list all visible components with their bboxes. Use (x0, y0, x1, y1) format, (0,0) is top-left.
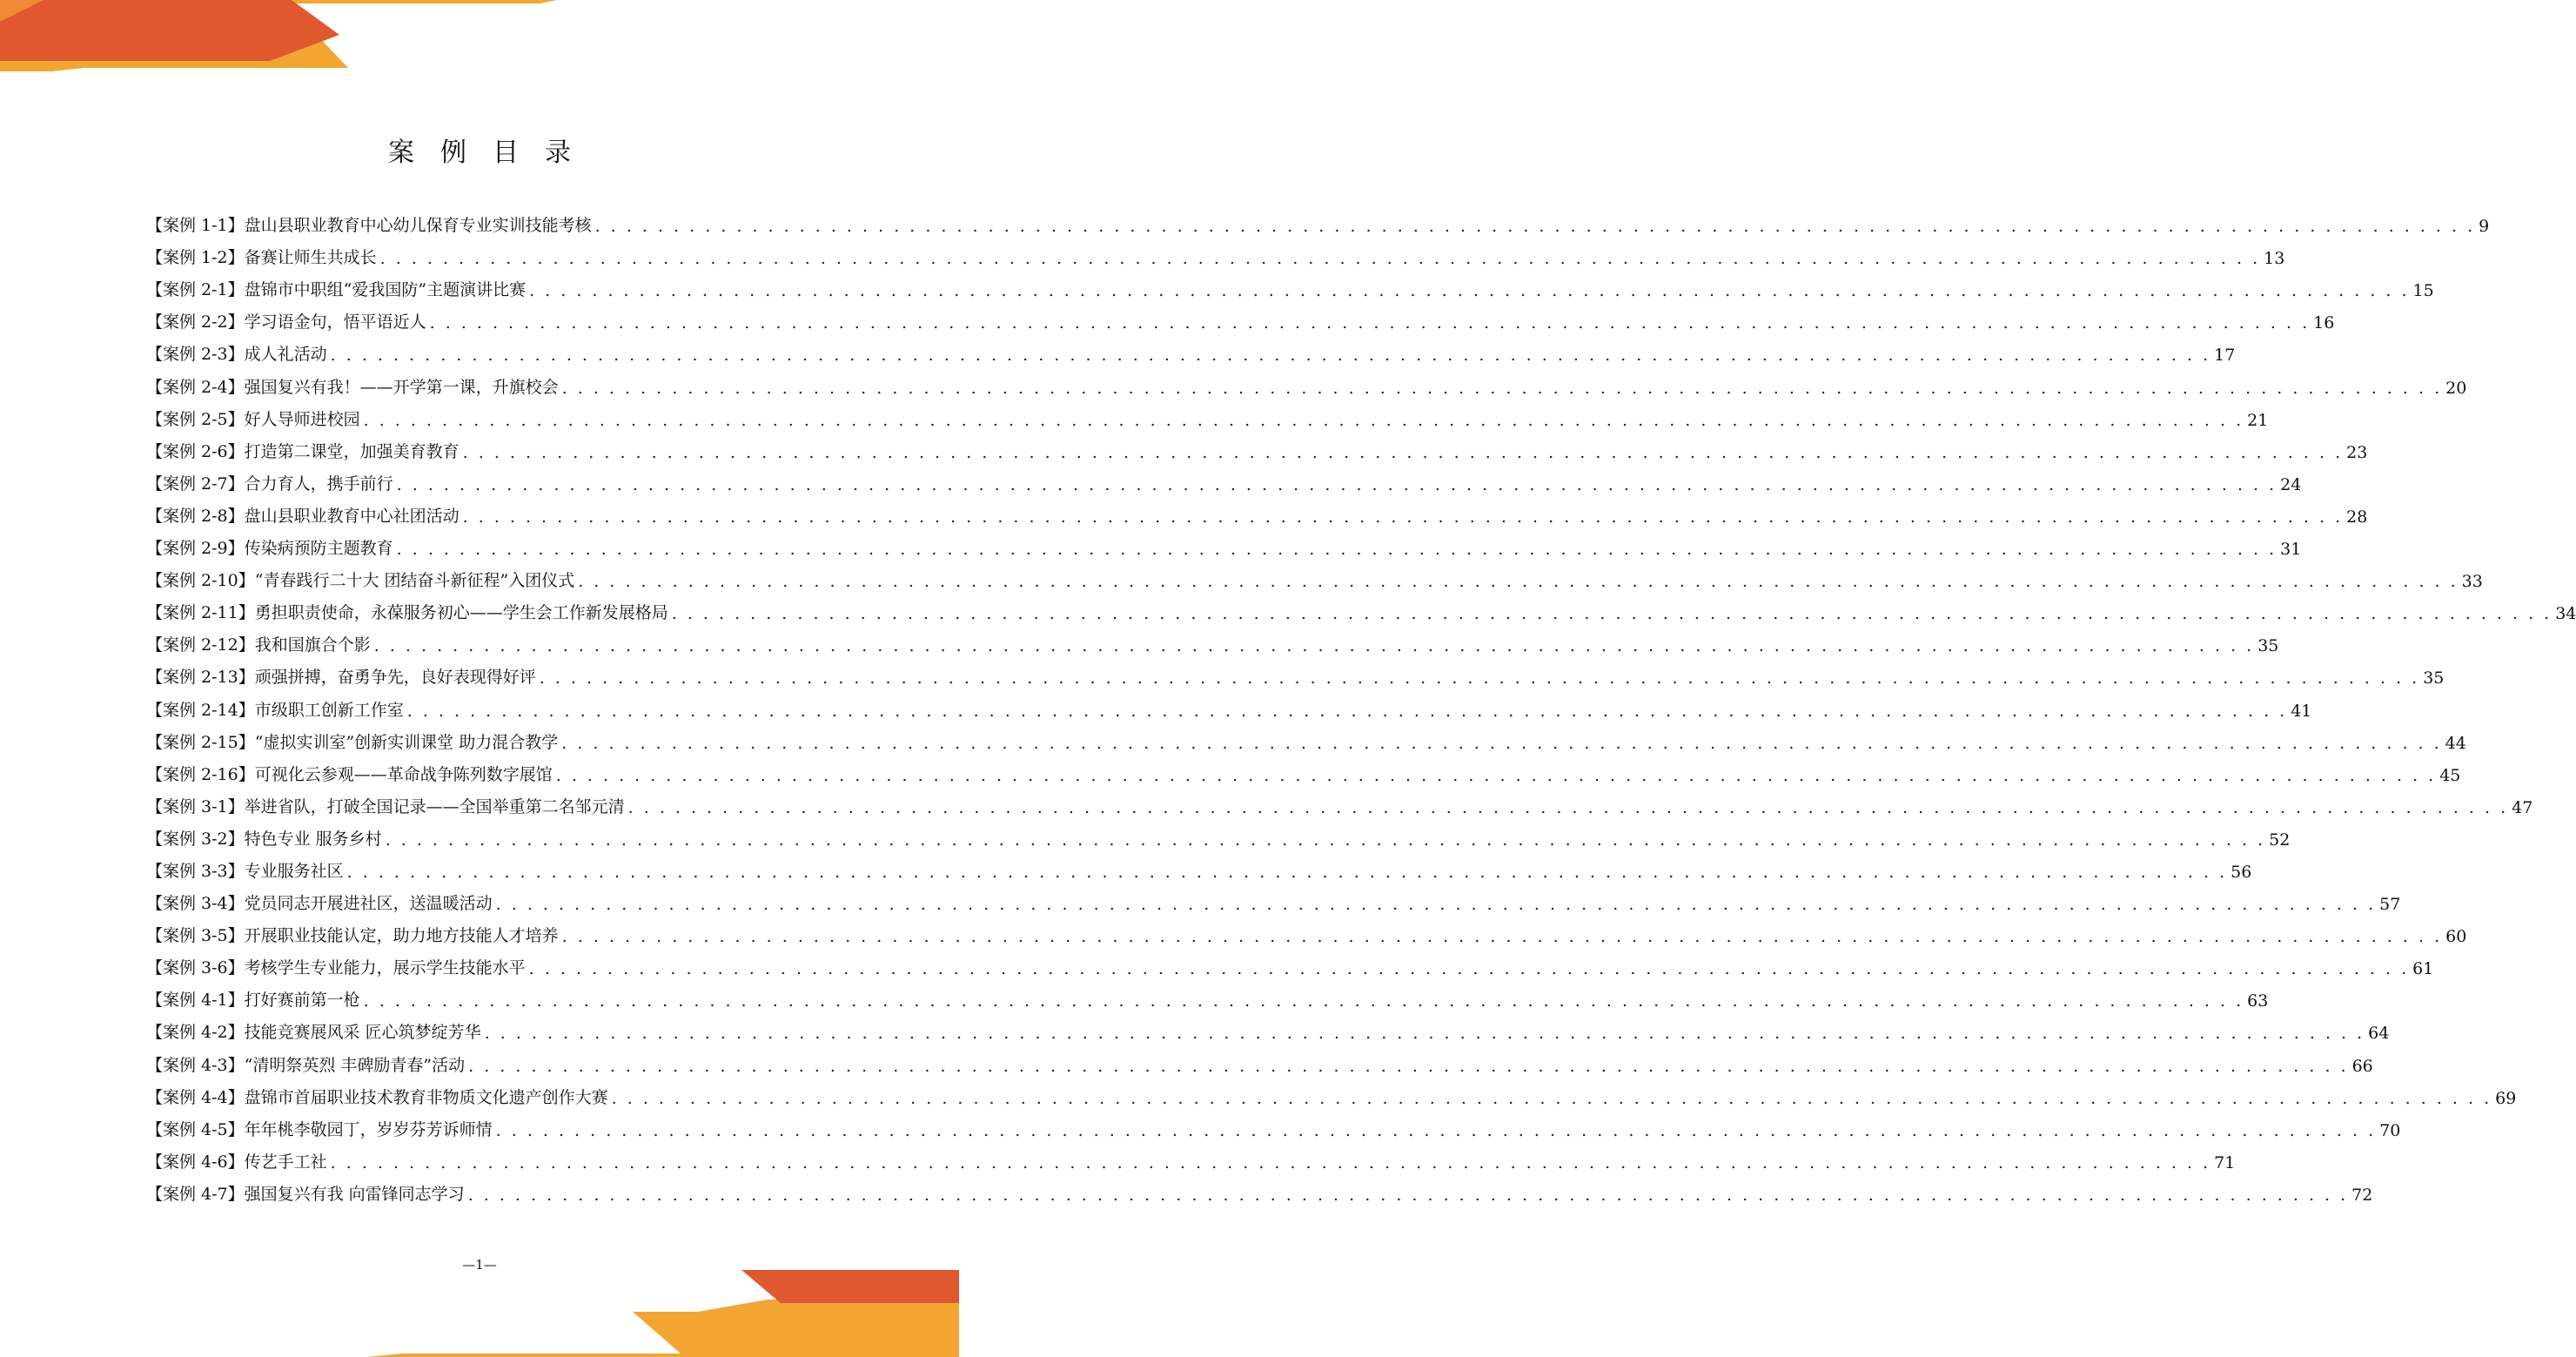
toc-entry-title (146, 1149, 327, 1172)
toc-entry[interactable] (146, 494, 2368, 527)
toc-entry-text: 特色专业 服务乡村 (244, 829, 382, 849)
toc-leader-dots: . . . . . . . . . . . . . . . . . . . . . . . . . . . . . . . . . . . . . . . . . . . . . . . . . . . . . . . . . . . . . . . . . . . . . . . . . . . . . . . . . . . . . . . . . . . . . . . . . . . . . . . . . . . . . . . . . . . . . . . . (561, 927, 2443, 947)
toc-entry[interactable] (146, 1140, 2236, 1172)
toc-entry-label: 【案例 4-2】 (146, 1023, 245, 1043)
toc-entry-text: 传染病预防主题教育 (244, 539, 393, 559)
toc-leader-dots: . . . . . . . . . . . . . . . . . . . . . . . . . . . . . . . . . . . . . . . . . . . . . . . . . . . . . . . . . . . . . . . . . . . . . . . . . . . . . . . . . . . . . . . . . . . . . . . . . . . . . . . . . . . . . . . . . . . . . . . . (429, 313, 2311, 333)
toc-entry-text: 传艺手工社 (244, 1152, 327, 1172)
toc-entry-label: 【案例 2-12】 (146, 635, 255, 655)
toc-entry-page: 28 (2346, 507, 2368, 527)
toc-leader-dots: . . . . . . . . . . . . . . . . . . . . . . . . . . . . . . . . . . . . . . . . . . . . . . . . . . . . . . . . . . . . . . . . . . . . . . . . . . . . . . . . . . . . . . . . . . . . . . . . . . . . . . . . . . . . . . . . . . . . . . . . (467, 1185, 2349, 1205)
toc-entry-page: 13 (2264, 249, 2285, 269)
toc-entry-page: 56 (2231, 862, 2252, 882)
toc-entry-page: 72 (2351, 1185, 2373, 1205)
toc-entry-text: 打造第二课堂，加强美育教育 (244, 441, 460, 461)
toc-entry-title (146, 697, 404, 721)
toc-entry-text: 举进省队，打破全国记录——全国举重第二名邹元清 (244, 796, 625, 816)
toc-entry-page: 20 (2445, 378, 2467, 398)
toc-entry-label: 【案例 4-3】 (146, 1055, 245, 1075)
toc-entry-label: 【案例 4-4】 (146, 1087, 245, 1107)
toc-entry[interactable] (146, 688, 2312, 721)
toc-entry-text: 党员同志开展进社区，送温暖活动 (244, 894, 493, 914)
toc-entry-label: 【案例 4-6】 (146, 1152, 245, 1172)
toc-leader-dots: . . . . . . . . . . . . . . . . . . . . . . . . . . . . . . . . . . . . . . . . . . . . . . . . . . . . . . . . . . . . . . . . . . . . . . . . . . . . . . . . . . . . . . . . . . . . . . . . . . . . . . . . . . . . . . . . . . . . . . . . (627, 797, 2509, 817)
toc-entry[interactable] (146, 236, 2285, 269)
toc-entry-title (146, 439, 460, 462)
toc-leader-dots: . . . . . . . . . . . . . . . . . . . . . . . . . . . . . . . . . . . . . . . . . . . . . . . . . . . . . . . . . . . . . . . . . . . . . . . . . . . . . . . . . . . . . . . . . . . . . . . . . . . . . . . . . . . . . . . . . . . . . . . . (406, 701, 2288, 721)
toc-entry-page: 71 (2214, 1152, 2236, 1172)
toc-entry-text: 成人礼活动 (244, 345, 327, 365)
toc-entry[interactable] (146, 785, 2533, 817)
toc-entry-page: 17 (2214, 346, 2236, 366)
toc-entry-label: 【案例 3-3】 (146, 861, 245, 881)
toc-entry-text: 强国复兴有我！——开学第一课，升旗校会 (244, 377, 559, 397)
toc-entry-text: 好人导师进校园 (244, 409, 360, 429)
toc-leader-dots: . . . . . . . . . . . . . . . . . . . . . . . . . . . . . . . . . . . . . . . . . . . . . . . . . . . . . . . . . . . . . . . . . . . . . . . . . . . . . . . . . . . . . . . . . . . . . . . . . . . . . . . . . . . . . . . . . . . . . . . . (396, 540, 2277, 560)
toc-entry-label: 【案例 3-2】 (146, 829, 245, 849)
toc-entry-page: 47 (2512, 797, 2533, 817)
toc-entry-title (146, 890, 493, 914)
toc-leader-dots: . . . . . . . . . . . . . . . . . . . . . . . . . . . . . . . . . . . . . . . . . . . . . . . . . . . . . . . . . . . . . . . . . . . . . . . . . . . . . . . . . . . . . . . . . . . . . . . . . . . . . . . . . . . . . . . . . . . . . . . . (346, 862, 2228, 882)
toc-leader-dots: . . . . . . . . . . . . . . . . . . . . . . . . . . . . . . . . . . . . . . . . . . . . . . . . . . . . . . . . . . . . . . . . . . . . . . . . . . . . . . . . . . . . . . . . . . . . . . . . . . . . . . . . . . . . . . . . . . . . . . . . (528, 959, 2410, 979)
toc-entry-text: 备赛让师生共成长 (244, 248, 377, 268)
toc-entry-text: 开展职业技能认定，助力地方技能人才培养 (244, 926, 559, 946)
toc-leader-dots: . . . . . . . . . . . . . . . . . . . . . . . . . . . . . . . . . . . . . . . . . . . . . . . . . . . . . . . . . . . . . . . . . . . . . . . . . . . . . . . . . . . . . . . . . . . . . . . . . . . . . . . . . . . . . . . . . . . . . . . . (330, 1152, 2211, 1172)
toc-entry[interactable] (146, 1108, 2401, 1140)
toc-leader-dots: . . . . . . . . . . . . . . . . . . . . . . . . . . . . . . . . . . . . . . . . . . . . . . . . . . . . . . . . . . . . . . . . . . . . . . . . . . . . . . . . . . . . . . . . . . . . . . . . . . . . . . . . . . . . . . . . . . . . . . . . (561, 378, 2443, 398)
toc-entry-title (146, 471, 393, 494)
toc-entry-title (146, 1117, 493, 1140)
toc-entry-page: 41 (2291, 701, 2312, 721)
toc-entry[interactable] (146, 527, 2302, 560)
toc-entry-page: 45 (2439, 765, 2461, 785)
toc-entry-page: 52 (2269, 830, 2291, 850)
toc-entry[interactable] (146, 1011, 2390, 1044)
toc-leader-dots: . . . . . . . . . . . . . . . . . . . . . . . . . . . . . . . . . . . . . . . . . . . . . . . . . . . . . . . . . . . . . . . . . . . . . . . . . . . . . . . . . . . . . . . . . . . . . . . . . . . . . . . . . . . . . . . . . . . . . . . . (484, 1024, 2365, 1044)
toc-entry-label: 【案例 1-2】 (146, 248, 245, 268)
toc-entry-page: 23 (2346, 442, 2368, 462)
toc-entry-page: 9 (2479, 217, 2490, 237)
toc-entry-text: 我和国旗合个影 (254, 635, 371, 655)
toc-entry-page: 34 (2555, 604, 2576, 624)
toc-leader-dots: . . . . . . . . . . . . . . . . . . . . . . . . . . . . . . . . . . . . . . . . . . . . . . . . . . . . . . . . . . . . . . . . . . . . . . . . . . . . . . . . . . . . . . . . . . . . . . . . . . . . . . . . . . . . . . . . . . . . . . . . (578, 572, 2459, 592)
toc-leader-dots: . . . . . . . . . . . . . . . . . . . . . . . . . . . . . . . . . . . . . . . . . . . . . . . . . . . . . . . . . . . . . . . . . . . . . . . . . . . . . . . . . . . . . . . . . . . . . . . . . . . . . . . . . . . . . . . . . . . . . . . . (594, 217, 2476, 237)
toc-entry[interactable] (146, 1076, 2517, 1108)
toc-entry-label: 【案例 2-6】 (146, 441, 245, 461)
toc-entry-title (146, 729, 558, 753)
toc-leader-dots: . . . . . . . . . . . . . . . . . . . . . . . . . . . . . . . . . . . . . . . . . . . . . . . . . . . . . . . . . . . . . . . . . . . . . . . . . . . . . . . . . . . . . . . . . . . . . . . . . . . . . . . . . . . . . . . . . . . . . . . . (462, 442, 2344, 462)
toc-leader-dots: . . . . . . . . . . . . . . . . . . . . . . . . . . . . . . . . . . . . . . . . . . . . . . . . . . . . . . . . . . . . . . . . . . . . . . . . . . . . . . . . . . . . . . . . . . . . . . . . . . . . . . . . . . . . . . . . . . . . . . . . (373, 636, 2255, 656)
toc-leader-dots: . . . . . . . . . . . . . . . . . . . . . . . . . . . . . . . . . . . . . . . . . . . . . . . . . . . . . . . . . . . . . . . . . . . . . . . . . . . . . . . . . . . . . . . . . . . . . . . . . . . . . . . . . . . . . . . . . . . . . . . . (385, 830, 2266, 850)
toc-entry-title (146, 632, 371, 655)
toc-entry[interactable] (146, 204, 2490, 237)
toc-entry[interactable] (146, 623, 2279, 656)
toc-entry-page: 44 (2445, 733, 2466, 753)
toc-entry[interactable] (146, 978, 2269, 1011)
toc-entry-text: 专业服务社区 (244, 861, 344, 881)
toc-entry[interactable] (146, 591, 2576, 624)
toc-leader-dots: . . . . . . . . . . . . . . . . . . . . . . . . . . . . . . . . . . . . . . . . . . . . . . . . . . . . . . . . . . . . . . . . . . . . . . . . . . . . . . . . . . . . . . . . . . . . . . . . . . . . . . . . . . . . . . . . . . . . . . . . (363, 991, 2244, 1011)
toc-entry[interactable] (146, 559, 2483, 592)
toc-entry-label: 【案例 2-14】 (146, 700, 255, 720)
toc-entry[interactable] (146, 268, 2434, 301)
toc-entry-text: 勇担职责使命，永葆服务初心——学生会工作新发展格局 (254, 603, 668, 623)
toc-entry[interactable] (146, 655, 2445, 689)
toc-entry[interactable] (146, 882, 2401, 915)
toc-entry-page: 69 (2495, 1088, 2517, 1108)
toc-entry[interactable] (146, 333, 2236, 366)
toc-entry-page: 21 (2247, 410, 2269, 430)
toc-leader-dots: . . . . . . . . . . . . . . . . . . . . . . . . . . . . . . . . . . . . . . . . . . . . . . . . . . . . . . . . . . . . . . . . . . . . . . . . . . . . . . . . . . . . . . . . . . . . . . . . . . . . . . . . . . . . . . . . . . . . . . . . (468, 1056, 2349, 1076)
toc-leader-dots: . . . . . . . . . . . . . . . . . . . . . . . . . . . . . . . . . . . . . . . . . . . . . . . . . . . . . . . . . . . . . . . . . . . . . . . . . . . . . . . . . . . . . . . . . . . . . . . . . . . . . . . . . . . . . . . . . . . . . . . . (396, 474, 2277, 494)
toc-entry-page: 61 (2412, 959, 2434, 979)
toc-entry-title (146, 762, 553, 785)
toc-entry-title (146, 309, 426, 333)
toc-entry-title (146, 245, 377, 268)
toc-leader-dots: . . . . . . . . . . . . . . . . . . . . . . . . . . . . . . . . . . . . . . . . . . . . . . . . . . . . . . . . . . . . . . . . . . . . . . . . . . . . . . . . . . . . . . . . . . . . . . . . . . . . . . . . . . . . . . . . . . . . . . . . (529, 281, 2410, 301)
toc-leader-dots: . . . . . . . . . . . . . . . . . . . . . . . . . . . . . . . . . . . . . . . . . . . . . . . . . . . . . . . . . . . . . . . . . . . . . . . . . . . . . . . . . . . . . . . . . . . . . . . . . . . . . . . . . . . . . . . . . . . . . . . . (363, 410, 2244, 430)
toc-entry-page: 60 (2445, 927, 2467, 947)
toc-leader-dots: . . . . . . . . . . . . . . . . . . . . . . . . . . . . . . . . . . . . . . . . . . . . . . . . . . . . . . . . . . . . . . . . . . . . . . . . . . . . . . . . . . . . . . . . . . . . . . . . . . . . . . . . . . . . . . . . . . . . . . . . (611, 1088, 2492, 1108)
toc-entry-page: 66 (2351, 1056, 2373, 1076)
toc-entry-title (146, 1019, 481, 1043)
toc-entry[interactable] (146, 365, 2467, 398)
toc-entry-label: 【案例 4-5】 (146, 1119, 245, 1139)
toc-entry-label: 【案例 4-1】 (146, 991, 245, 1011)
toc-leader-dots: . . . . . . . . . . . . . . . . . . . . . . . . . . . . . . . . . . . . . . . . . . . . . . . . . . . . . . . . . . . . . . . . . . . . . . . . . . . . . . . . . . . . . . . . . . . . . . . . . . . . . . . . . . . . . . . . . . . . . . . . (379, 249, 2261, 269)
toc-entry-text: 年年桃李敬园丁，岁岁芬芳诉师情 (244, 1119, 493, 1139)
toc-entry[interactable] (146, 753, 2461, 785)
toc-entry-text: 盘山县职业教育中心幼儿保育专业实训技能考核 (244, 216, 592, 236)
toc-leader-dots: . . . . . . . . . . . . . . . . . . . . . . . . . . . . . . . . . . . . . . . . . . . . . . . . . . . . . . . . . . . . . . . . . . . . . . . . . . . . . . . . . . . . . . . . . . . . . . . . . . . . . . . . . . . . . . . . . . . . . . . . (330, 346, 2211, 366)
toc-entry-label: 【案例 2-4】 (146, 377, 245, 397)
toc-entry-label: 【案例 2-15】 (146, 732, 255, 752)
toc-entry-title (146, 1181, 465, 1205)
toc-entry[interactable] (146, 914, 2467, 947)
toc-entry-label: 【案例 4-7】 (146, 1184, 245, 1204)
toc-entry-label: 【案例 2-9】 (146, 539, 245, 559)
toc-entry[interactable] (146, 300, 2335, 333)
toc-entry[interactable] (146, 462, 2302, 494)
toc-entry-title (146, 858, 344, 882)
toc-entry-text: 盘锦市首届职业技术教育非物质文化遗产创作大赛 (244, 1087, 608, 1107)
toc-entry-label: 【案例 3-6】 (146, 958, 245, 978)
toc-entry-text: 打好赛前第一枪 (244, 991, 360, 1011)
toc-entry-title (146, 955, 526, 978)
toc-entry-label: 【案例 3-4】 (146, 894, 245, 914)
page-number: —1— (462, 1257, 497, 1273)
page-title: 案例目录 (388, 138, 597, 168)
toc-entry-page: 16 (2313, 313, 2335, 333)
toc-entry-label: 【案例 2-8】 (146, 506, 245, 526)
toc-leader-dots: . . . . . . . . . . . . . . . . . . . . . . . . . . . . . . . . . . . . . . . . . . . . . . . . . . . . . . . . . . . . . . . . . . . . . . . . . . . . . . . . . . . . . . . . . . . . . . . . . . . . . . . . . . . . . . . . . . . . . . . . (495, 1120, 2377, 1140)
toc-entry-page: 35 (2423, 668, 2445, 689)
toc-entry[interactable] (146, 398, 2269, 430)
toc-entry-page: 24 (2280, 474, 2302, 494)
toc-entry-title (146, 987, 360, 1011)
table-of-contents (146, 204, 2576, 1205)
toc-entry-page: 57 (2379, 895, 2401, 915)
toc-entry-title (146, 794, 625, 817)
toc-entry-title (146, 826, 382, 850)
toc-entry-label: 【案例 2-16】 (146, 764, 255, 784)
toc-leader-dots: . . . . . . . . . . . . . . . . . . . . . . . . . . . . . . . . . . . . . . . . . . . . . . . . . . . . . . . . . . . . . . . . . . . . . . . . . . . . . . . . . . . . . . . . . . . . . . . . . . . . . . . . . . . . . . . . . . . . . . . . (495, 895, 2377, 915)
toc-entry-title (146, 374, 559, 398)
toc-entry-text: 顽强拼搏，奋勇争先，良好表现得好评 (254, 668, 536, 688)
toc-leader-dots: . . . . . . . . . . . . . . . . . . . . . . . . . . . . . . . . . . . . . . . . . . . . . . . . . . . . . . . . . . . . . . . . . . . . . . . . . . . . . . . . . . . . . . . . . . . . . . . . . . . . . . . . . . . . . . . . . . . . . . . . (555, 765, 2437, 785)
toc-entry-page: 35 (2257, 636, 2279, 656)
toc-entry-page: 31 (2280, 540, 2302, 560)
toc-entry-label: 【案例 2-10】 (146, 571, 255, 591)
toc-entry-title (146, 568, 574, 591)
toc-entry[interactable] (146, 721, 2466, 753)
toc-entry[interactable] (146, 850, 2252, 882)
toc-entry-text: 盘锦市中职组“爱我国防”主题演讲比赛 (244, 280, 527, 300)
toc-entry-label: 【案例 1-1】 (146, 216, 245, 236)
toc-entry-title (146, 341, 327, 365)
toc-leader-dots: . . . . . . . . . . . . . . . . . . . . . . . . . . . . . . . . . . . . . . . . . . . . . . . . . . . . . . . . . . . . . . . . . . . . . . . . . . . . . . . . . . . . . . . . . . . . . . . . . . . . . . . . . . . . . . . . . . . . . . . . (671, 604, 2553, 624)
toc-entry-page: 64 (2368, 1024, 2390, 1044)
toc-entry-text: 合力育人，携手前行 (244, 474, 393, 494)
toc-entry-title (146, 212, 592, 236)
footer-decoration (367, 1270, 959, 1357)
toc-entry-label: 【案例 2-5】 (146, 409, 245, 429)
toc-entry-title (146, 1085, 608, 1108)
toc-leader-dots: . . . . . . . . . . . . . . . . . . . . . . . . . . . . . . . . . . . . . . . . . . . . . . . . . . . . . . . . . . . . . . . . . . . . . . . . . . . . . . . . . . . . . . . . . . . . . . . . . . . . . . . . . . . . . . . . . . . . . . . . (561, 733, 2442, 753)
header-decoration (0, 0, 557, 71)
toc-entry-text: 技能竞赛展风采 匠心筑梦绽芳华 (244, 1023, 481, 1043)
toc-entry-text: 市级职工创新工作室 (254, 700, 404, 720)
toc-entry-text: 强国复兴有我 向雷锋同志学习 (244, 1184, 465, 1204)
toc-entry-title (146, 1052, 465, 1076)
toc-entry[interactable] (146, 817, 2291, 850)
toc-entry-text: “青春践行二十大 团结奋斗新征程”入团仪式 (254, 571, 575, 591)
toc-entry-title (146, 664, 536, 688)
toc-entry[interactable] (146, 1172, 2373, 1205)
toc-entry-text: “虚拟实训室”创新实训课堂 助力混合教学 (254, 732, 559, 752)
toc-entry-page: 15 (2412, 281, 2434, 301)
toc-entry-label: 【案例 3-5】 (146, 926, 245, 946)
toc-entry-text: 盘山县职业教育中心社团活动 (244, 506, 460, 526)
toc-entry-label: 【案例 2-2】 (146, 312, 245, 333)
toc-entry[interactable] (146, 946, 2434, 979)
toc-leader-dots: . . . . . . . . . . . . . . . . . . . . . . . . . . . . . . . . . . . . . . . . . . . . . . . . . . . . . . . . . . . . . . . . . . . . . . . . . . . . . . . . . . . . . . . . . . . . . . . . . . . . . . . . . . . . . . . . . . . . . . . . (539, 668, 2420, 689)
toc-entry-text: 学习语金句，悟平语近人 (244, 312, 426, 333)
toc-entry[interactable] (146, 1043, 2373, 1076)
toc-entry[interactable] (146, 430, 2368, 462)
toc-entry-text: “清明祭英烈 丰碑励青春”活动 (244, 1055, 466, 1075)
toc-entry-label: 【案例 2-11】 (146, 603, 255, 623)
toc-entry-label: 【案例 3-1】 (146, 796, 245, 816)
toc-entry-title (146, 535, 393, 559)
toc-entry-title (146, 406, 360, 430)
toc-entry-title (146, 277, 526, 300)
toc-entry-label: 【案例 2-1】 (146, 280, 245, 300)
toc-entry-text: 可视化云参观——革命战争陈列数字展馆 (254, 764, 553, 784)
toc-entry-page: 70 (2379, 1120, 2401, 1140)
toc-entry-label: 【案例 2-7】 (146, 474, 245, 494)
toc-entry-title (146, 600, 668, 623)
toc-entry-title (146, 503, 460, 527)
toc-entry-text: 考核学生专业能力，展示学生技能水平 (244, 958, 526, 978)
toc-entry-label: 【案例 2-3】 (146, 345, 245, 365)
toc-leader-dots: . . . . . . . . . . . . . . . . . . . . . . . . . . . . . . . . . . . . . . . . . . . . . . . . . . . . . . . . . . . . . . . . . . . . . . . . . . . . . . . . . . . . . . . . . . . . . . . . . . . . . . . . . . . . . . . . . . . . . . . . (462, 507, 2344, 527)
toc-entry-page: 33 (2461, 572, 2483, 592)
toc-entry-title (146, 923, 559, 946)
toc-entry-label: 【案例 2-13】 (146, 668, 255, 688)
toc-entry-page: 63 (2247, 991, 2269, 1011)
